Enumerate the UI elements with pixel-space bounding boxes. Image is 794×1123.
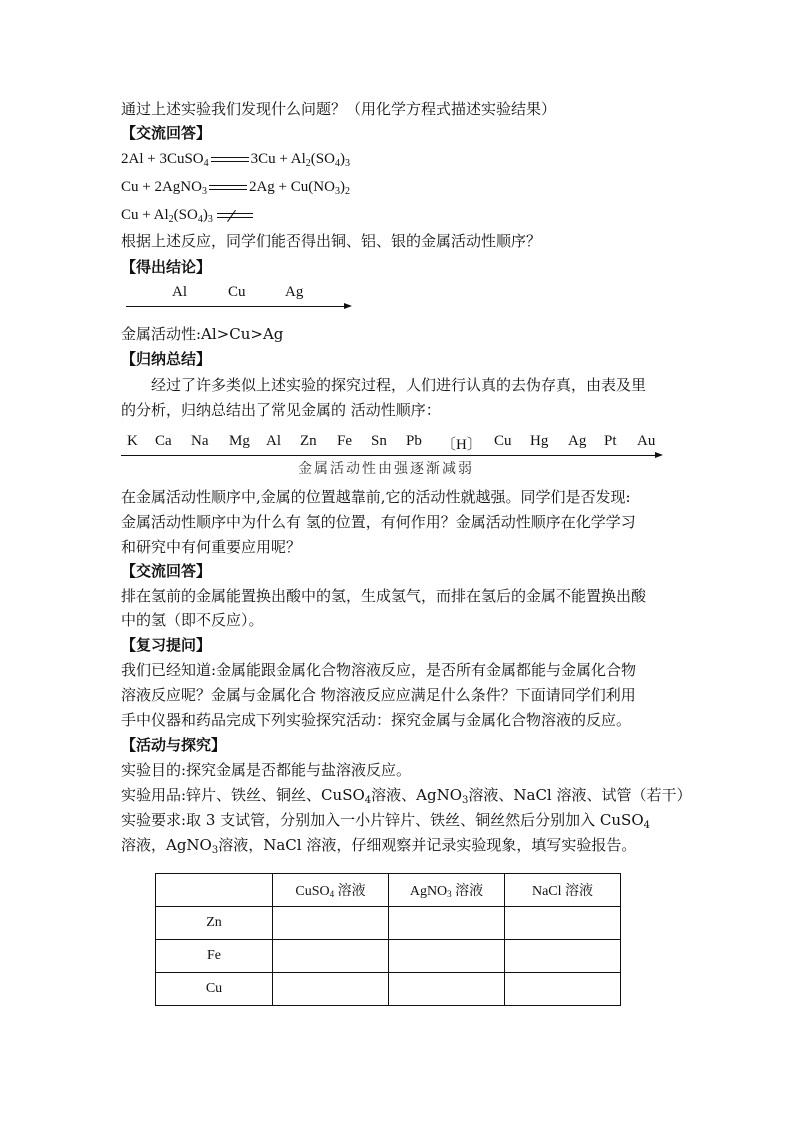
table-cell[interactable]	[273, 907, 389, 940]
table-cell[interactable]	[505, 973, 621, 1006]
col-header-nacl: NaCl 溶液	[505, 874, 621, 907]
col-header-agno3: AgNO$_3$ 溶液	[389, 874, 505, 907]
small-series-item: Ag	[285, 284, 304, 300]
table-cell[interactable]	[389, 973, 505, 1006]
row-header-fe: Fe	[156, 940, 273, 973]
table-corner-cell	[156, 874, 273, 907]
experiment-requirement-1: 实验要求:取 3 支试管，分别加入一小片锌片、铁丝、铜丝然后分别加入 CuSO$_4$	[121, 811, 650, 831]
series-element: Hg	[530, 433, 549, 449]
table-header-row	[156, 874, 621, 907]
series-element: Na	[191, 433, 209, 449]
row-header-zn: Zn	[156, 907, 273, 940]
table-row	[156, 907, 621, 940]
table-row	[156, 973, 621, 1006]
table-cell[interactable]	[273, 973, 389, 1006]
series-element: Al	[266, 433, 281, 449]
equal-sign	[211, 155, 249, 165]
series-element: Fe	[337, 433, 352, 449]
series-element: Sn	[371, 433, 387, 449]
experiment-report-table	[155, 873, 621, 1006]
heading-exchange-answer: 【交流回答】	[121, 124, 212, 142]
equation-2: Cu + 2AgNO$_3$ $2Ag + Cu(NO_3)_2$	[121, 179, 350, 197]
big-series-arrow	[121, 455, 657, 456]
paragraph-line-1: 在金属活动性顺序中,金属的位置越靠前,它的活动性就越强。同学们是否发现:	[121, 488, 631, 506]
series-element: Ca	[155, 433, 172, 449]
summary-line-1: 经过了许多类似上述实验的探究过程，人们进行认真的去伪存真，由表及里	[151, 376, 647, 394]
question-order: 根据上述反应，同学们能否得出铜、铝、银的金属活动性顺序？	[121, 232, 542, 250]
heading-activity: 【活动与探究】	[121, 736, 227, 754]
series-element: Zn	[300, 433, 317, 449]
no-reaction-sign	[217, 210, 253, 222]
series-element: Mg	[229, 433, 250, 449]
arrow-head-icon	[344, 303, 352, 309]
small-series-arrow	[126, 306, 346, 307]
row-header-cu: Cu	[156, 973, 273, 1006]
arrow-head-icon	[655, 452, 663, 458]
table-cell[interactable]	[505, 907, 621, 940]
series-element: K	[127, 433, 138, 449]
equation-3: $Cu + Al_2(SO_4)_3$	[121, 204, 253, 231]
series-element: 〔H〕	[441, 437, 482, 453]
equal-sign	[209, 183, 247, 193]
small-series-item: Cu	[228, 284, 246, 300]
table-cell[interactable]	[389, 940, 505, 973]
review-line-3: 手中仪器和药品完成下列实验探究活动：探究金属与金属化合物溶液的反应。	[121, 711, 632, 729]
col-header-cuso4: CuSO$_4$ 溶液	[273, 874, 389, 907]
table-cell[interactable]	[505, 940, 621, 973]
table-cell[interactable]	[273, 940, 389, 973]
experiment-requirement-2: 溶液，AgNO$_3$溶液，NaCl 溶液，仔细观察并记录实验现象，填写实验报告。	[121, 836, 637, 856]
heading-summary: 【归纳总结】	[121, 350, 212, 368]
heading-conclusion: 【得出结论】	[121, 258, 212, 276]
table-row	[156, 940, 621, 973]
experiment-materials: 实验用品:锌片、铁丝、铜丝、CuSO$_4$溶液、AgNO$_3$溶液、NaCl 溶液、试管（若干）	[121, 786, 692, 806]
experiment-aim: 实验目的:探究金属是否都能与盐溶液反应。	[121, 761, 412, 779]
series-element: Cu	[494, 433, 512, 449]
paragraph-line-2: 金属活动性顺序中为什么有 氢的位置，有何作用？金属活动性顺序在化学学习	[121, 513, 636, 531]
series-caption: 金属活动性由强逐渐减弱	[298, 461, 474, 477]
series-element: Pt	[604, 433, 617, 449]
table-cell[interactable]	[389, 907, 505, 940]
review-line-2: 溶液反应呢？金属与金属化合 物溶液反应应满足什么条件？下面请同学们利用	[121, 686, 636, 704]
review-line-1: 我们已经知道:金属能跟金属化合物溶液反应，是否所有金属都能与金属化合物	[121, 661, 637, 679]
activity-result: 金属活动性:Al>Cu>Ag	[121, 325, 284, 343]
series-element: Pb	[406, 433, 422, 449]
equation-1: 2Al + 3CuSO$_4$ $3Cu + Al_2(SO_4)_3$	[121, 151, 350, 169]
small-series-item: Al	[172, 284, 187, 300]
question-intro: 通过上述实验我们发现什么问题？（用化学方程式描述实验结果）	[121, 100, 557, 118]
heading-exchange-answer-2: 【交流回答】	[121, 562, 212, 580]
answer-line-1: 排在氢前的金属能置换出酸中的氢，生成氢气，而排在氢后的金属不能置换出酸	[121, 587, 647, 605]
series-element: Ag	[568, 433, 587, 449]
heading-review: 【复习提问】	[121, 636, 212, 654]
series-element: Au	[637, 433, 656, 449]
answer-line-2: 中的氢（即不反应）。	[121, 611, 264, 629]
summary-line-2: 的分析，归纳总结出了常见金属的 活动性顺序：	[121, 401, 441, 419]
paragraph-line-3: 和研究中有何重要应用呢？	[121, 538, 302, 556]
